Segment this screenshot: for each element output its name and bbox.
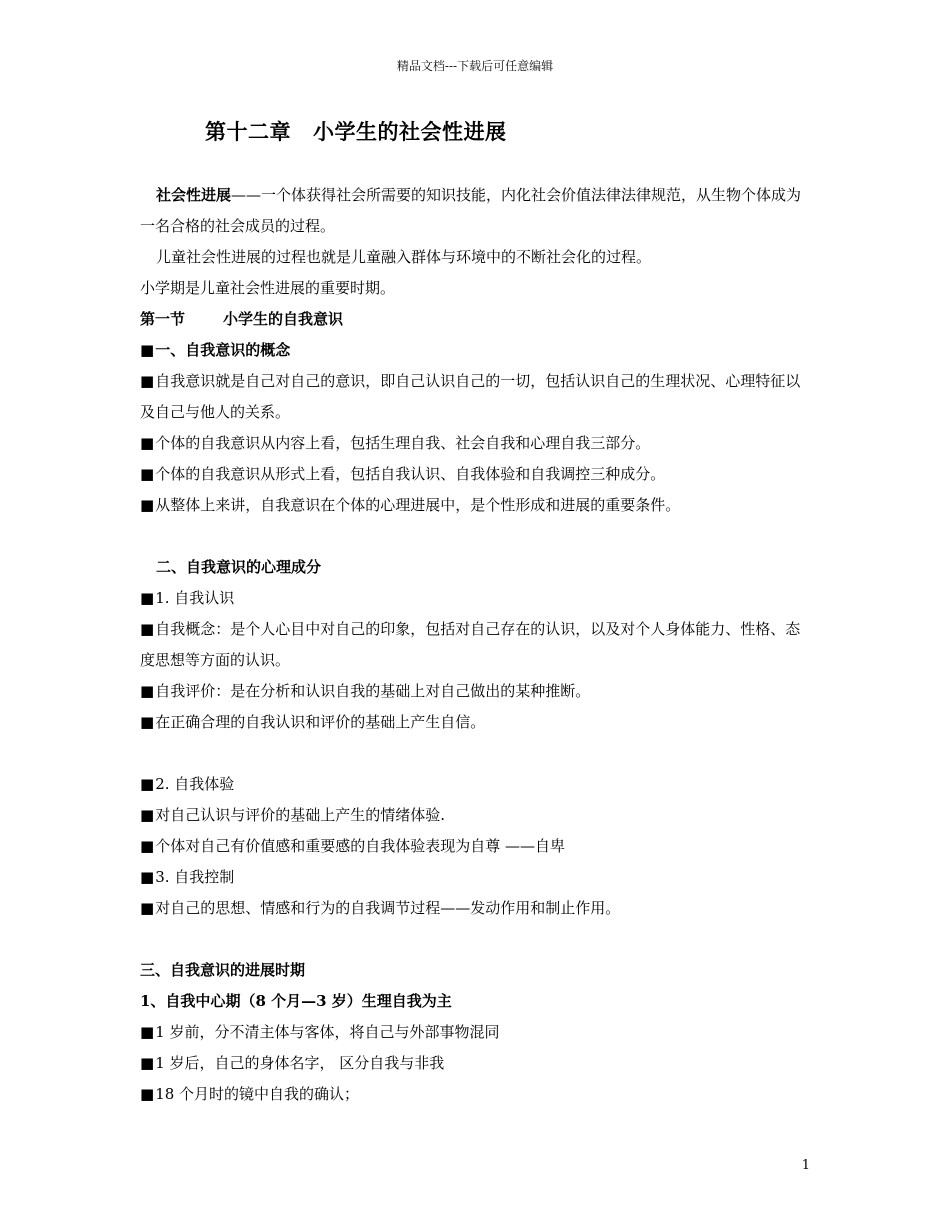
- intro-term: 社会性进展: [156, 186, 232, 204]
- part1-item: ■ 个体的自我意识从内容上看，包括生理自我、社会自我和心理自我三部分。: [140, 428, 812, 459]
- part3-item: ■ 18 个月时的镜中自我的确认；: [140, 1079, 812, 1110]
- intro-definition-text: ——一个体获得社会所需要的知识技能，内化社会价值法律法律规范，从生物个体成为一名合格的社会成员的过程。: [140, 186, 802, 235]
- part2-sub1-item: ■ 自我评价：是在分析和认识自我的基础上对自己做出的某种推断。: [140, 676, 812, 707]
- part2-sub2-label: ■ 2. 自我体验: [140, 769, 812, 800]
- section-label: 第一节: [140, 310, 186, 328]
- part3-stage1: 1、自我中心期（8 个月—3 岁）生理自我为主: [140, 992, 452, 1010]
- part3-item: ■ 1 岁后，自己的身体名字， 区分自我与非我: [140, 1048, 812, 1079]
- part2-sub3-label: ■ 3. 自我控制: [140, 862, 812, 893]
- intro-line-2: 儿童社会性进展的过程也就是儿童融入群体与环境中的不断社会化的过程。: [156, 248, 652, 266]
- part2-sub1-item: ■ 自我概念：是个人心目中对自己的印象，包括对自己存在的认识，以及对个人身体能力、性格、态度思想等方面的认识。: [140, 614, 812, 676]
- chapter-title: [205, 116, 507, 146]
- page-number: 1: [801, 1158, 810, 1173]
- part2-sub2-item: ■ 个体对自己有价值感和重要感的自我体验表现为自尊 ——自卑: [140, 831, 812, 862]
- part3-item: ■ 1 岁前，分不清主体与客体，将自己与外部事物混同: [140, 1017, 812, 1048]
- part2-sub2-item: ■ 对自己认识与评价的基础上产生的情绪体验.: [140, 800, 812, 831]
- part1-item: ■ 从整体上来讲，自我意识在个体的心理进展中，是个性形成和进展的重要条件。: [140, 490, 812, 521]
- section-heading: [140, 304, 812, 335]
- part1-heading: ■ 一、自我意识的概念: [140, 335, 812, 366]
- intro-line-3: 小学期是儿童社会性进展的重要时期。: [140, 279, 396, 297]
- part1-item: ■ 自我意识就是自己对自己的意识，即自己认识自己的一切，包括认识自己的生理状况、心理特征以及自己与他人的关系。: [140, 366, 812, 428]
- document-body: [140, 180, 812, 1110]
- section-name: 小学生的自我意识: [223, 310, 344, 328]
- chapter-number: 第十二章: [205, 119, 291, 144]
- part2-sub1-item: ■ 在正确合理的自我认识和评价的基础上产生自信。: [140, 707, 812, 738]
- part3-heading: 三、自我意识的进展时期: [140, 961, 306, 979]
- part1-item: ■ 个体的自我意识从形式上看，包括自我认识、自我体验和自我调控三种成分。: [140, 459, 812, 490]
- intro-definition: [140, 180, 812, 242]
- chapter-name: 小学生的社会性进展: [313, 119, 507, 144]
- part2-sub1-label: ■ 1. 自我认识: [140, 583, 812, 614]
- part2-heading: 二、自我意识的心理成分: [156, 558, 322, 576]
- page-header: 精品文档---下载后可任意编辑: [396, 59, 554, 73]
- part2-sub3-item: ■ 对自己的思想、情感和行为的自我调节过程——发动作用和制止作用。: [140, 893, 812, 924]
